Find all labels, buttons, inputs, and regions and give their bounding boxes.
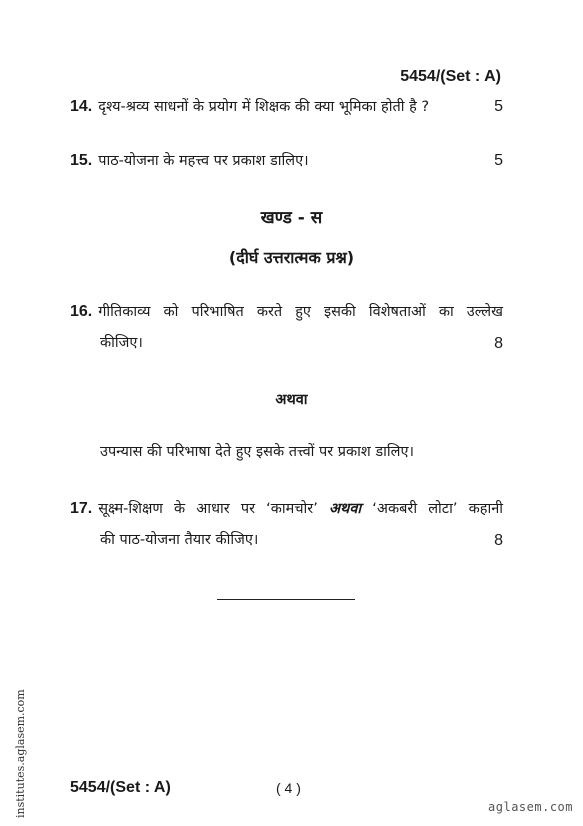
question-number: 14.: [70, 98, 93, 115]
question-text: दृश्य-श्रव्य साधनों के प्रयोग में शिक्षक की क्या भूमिका होती है ?: [98, 99, 430, 115]
question-marks: 8: [494, 335, 503, 352]
question-number: 16.: [70, 303, 93, 320]
or-inline: अथवा: [328, 501, 362, 517]
question-text: की पाठ-योजना तैयार कीजिए।: [100, 532, 259, 548]
question-15: [70, 145, 503, 177]
watermark-side: institutes.aglasem.com: [14, 689, 27, 818]
section-title: खण्ड - स: [260, 208, 323, 228]
paper-code-footer: 5454/(Set : A): [70, 779, 171, 796]
question-number: 15.: [70, 152, 93, 169]
question-14: [70, 91, 503, 123]
question-marks: 8: [494, 532, 503, 549]
question-marks: 5: [494, 98, 503, 115]
question-line-2: [70, 525, 503, 556]
question-number: 17.: [70, 500, 93, 517]
question-text: उपन्यास की परिभाषा देते हुए इसके तत्त्वों पर प्रकाश डालिए।: [100, 444, 415, 460]
question-line-1: [70, 296, 503, 328]
question-text: पाठ-योजना के महत्त्व पर प्रकाश डालिए।: [98, 153, 309, 169]
question-line-1: [70, 493, 503, 525]
section-subtitle: (दीर्घ उत्तरात्मक प्रश्न): [228, 248, 355, 267]
end-divider: [217, 599, 355, 600]
page-number: ( 4 ): [276, 780, 301, 796]
paper-code-header: 5454/(Set : A): [400, 68, 501, 85]
alternative-question-16: [70, 437, 503, 468]
question-text: गीतिकाव्य को परिभाषित करते हुए इसकी विशेषताओं का उल्लेख: [98, 304, 503, 320]
question-text-b: ‘अकबरी लोटा’ कहानी: [372, 501, 504, 517]
question-text-a: सूक्ष्म-शिक्षण के आधार पर ‘कामचोर’: [98, 501, 318, 517]
question-line-2: [70, 328, 503, 359]
watermark-site: aglasem.com: [488, 800, 573, 814]
question-text: कीजिए।: [100, 335, 143, 351]
question-marks: 5: [494, 152, 503, 169]
or-label: अथवा: [275, 392, 308, 408]
question-17: [70, 493, 503, 556]
question-16: [70, 296, 503, 359]
